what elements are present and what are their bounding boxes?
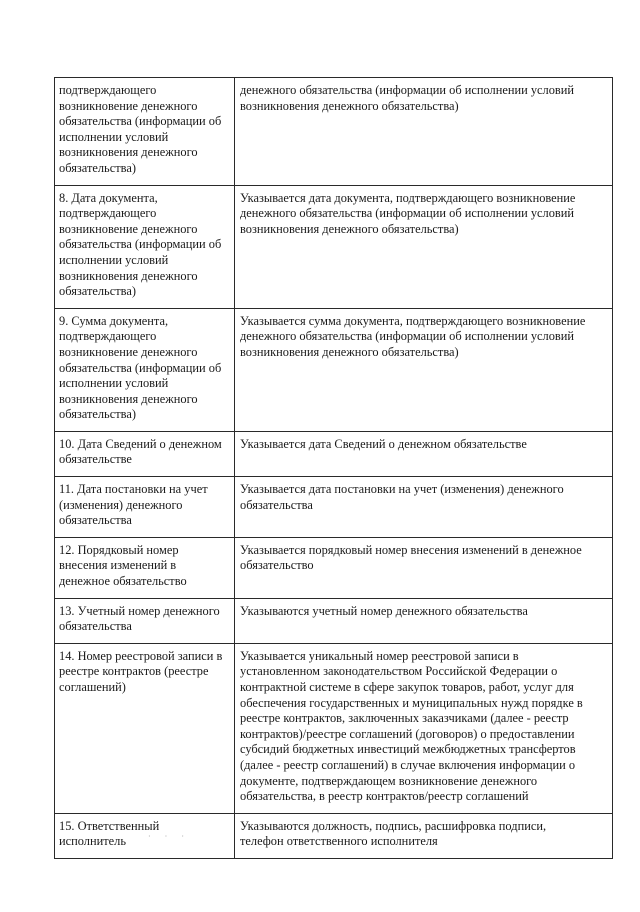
field-description-cell: Указывается уникальный номер реестровой записи в установленном законодательством Российской Федерации о контрактной системе в сфере закупок товаров, работ, услуг для обеспечения государственных и муниципальных нужд порядке в реестре контрактов, заключенных заказчиками (далее - реестр контрактов)/реестре соглашений (договоров) о предоставлении субсидий бюджетных инвестиций межбюджетных трансфертов (далее - реестр соглашений) в случае включения информации о документе, подтверждающем возникновение денежного обязательства, в реестр контрактов/реестр соглашений	[235, 643, 613, 813]
requisites-table	[54, 77, 613, 859]
table-row	[55, 598, 613, 643]
field-name-cell: 15. Ответственный исполнитель	[55, 813, 235, 858]
field-name-cell: подтверждающего возникновение денежного обязательства (информации об исполнении условий возникновения денежного обязательства)	[55, 78, 235, 186]
field-name-cell: 12. Порядковый номер внесения изменений в денежное обязательство	[55, 537, 235, 598]
field-description-cell: денежного обязательства (информации об исполнении условий возникновения денежного обязательства)	[235, 78, 613, 186]
field-description-cell: Указывается дата документа, подтверждающего возникновение денежного обязательства (информации об исполнении условий возникновения денежного обязательства)	[235, 185, 613, 308]
field-description-cell: Указывается порядковый номер внесения изменений в денежное обязательство	[235, 537, 613, 598]
field-description-cell: Указывается дата Сведений о денежном обязательстве	[235, 431, 613, 476]
field-name-cell: 10. Дата Сведений о денежном обязательстве	[55, 431, 235, 476]
field-description-cell: Указываются должность, подпись, расшифровка подписи, телефон ответственного исполнителя	[235, 813, 613, 858]
field-description-cell: Указывается дата постановки на учет (изменения) денежного обязательства	[235, 477, 613, 538]
table-row	[55, 813, 613, 858]
table-row	[55, 185, 613, 308]
field-description-cell: Указывается сумма документа, подтверждающего возникновение денежного обязательства (информации об исполнении условий возникновения денежного обязательства)	[235, 308, 613, 431]
field-name-cell: 13. Учетный номер денежного обязательства	[55, 598, 235, 643]
table-row	[55, 78, 613, 186]
field-name-cell: 9. Сумма документа, подтверждающего возникновение денежного обязательства (информации об исполнении условий возникновения денежного обязательства)	[55, 308, 235, 431]
table-row	[55, 643, 613, 813]
field-description-cell: Указываются учетный номер денежного обязательства	[235, 598, 613, 643]
field-name-cell: 8. Дата документа, подтверждающего возникновение денежного обязательства (информации об исполнении условий возникновения денежного обязательства)	[55, 185, 235, 308]
field-name-cell: 14. Номер реестровой записи в реестре контрактов (реестре соглашений)	[55, 643, 235, 813]
table-row	[55, 537, 613, 598]
field-name-cell: 11. Дата постановки на учет (изменения) денежного обязательства	[55, 477, 235, 538]
scan-artifact: ···	[148, 832, 198, 841]
table-row	[55, 308, 613, 431]
table-row	[55, 431, 613, 476]
table-row	[55, 477, 613, 538]
